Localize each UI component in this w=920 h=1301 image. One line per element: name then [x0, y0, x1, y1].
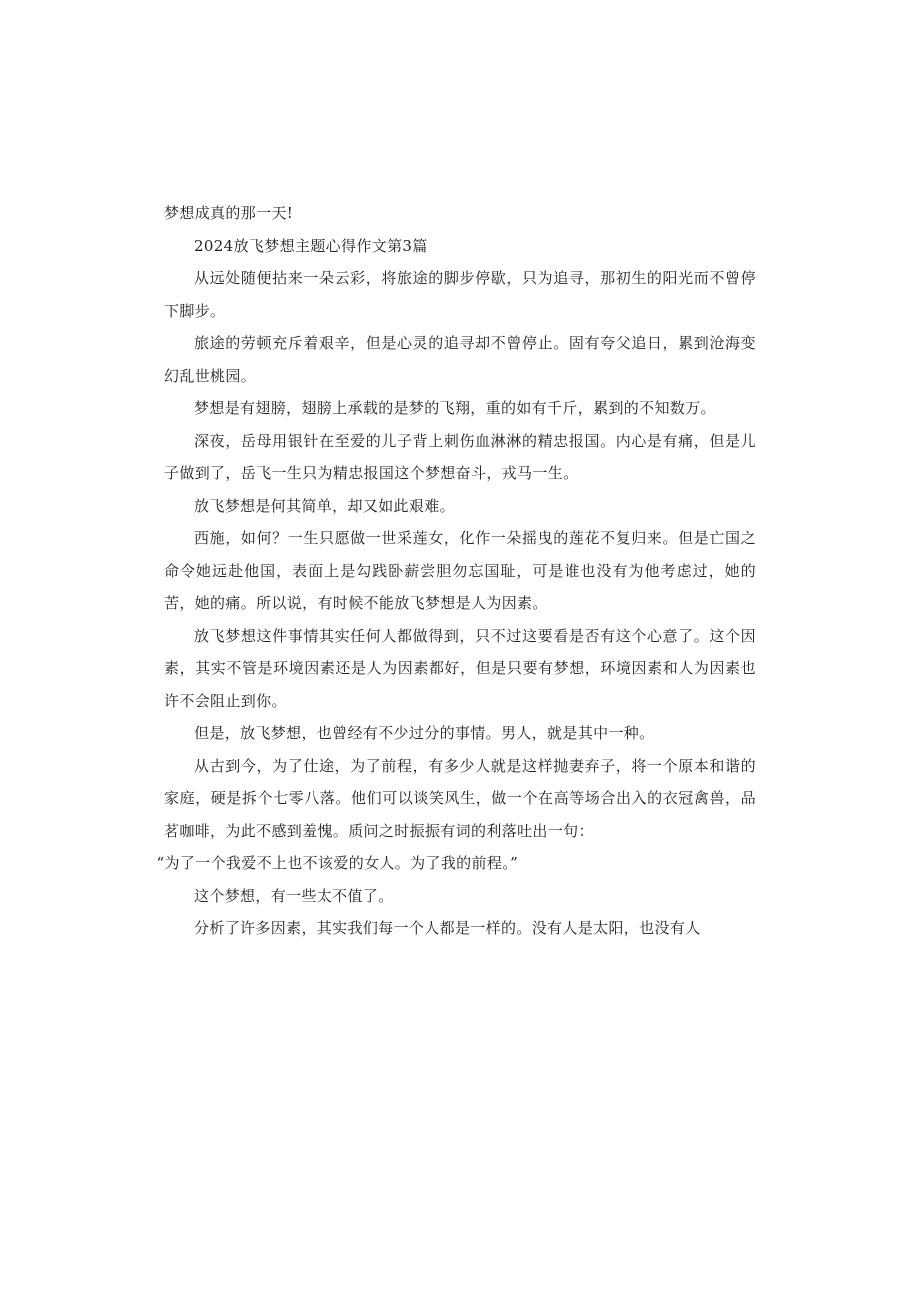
paragraph: 但是，放飞梦想，也曾经有不少过分的事情。男人，就是其中一种。: [194, 724, 655, 742]
section-title: 2024放飞梦想主题心得作文第3篇: [194, 236, 428, 255]
paragraph: 分析了许多因素，其实我们每一个人都是一样的。没有人是太阳，也没有人: [194, 919, 701, 937]
paragraph: 放飞梦想这件事情其实任何人都做得到，只不过这要看是否有这个心意了。这个因素，其实不管是环境因素还是人为因素都好，但是只要有梦想，环境因素和人为因素也许不会阻止到你。: [164, 626, 756, 710]
quote-line: “为了一个我爱不上也不该爱的女人。为了我的前程。”: [156, 854, 519, 872]
paragraph: 旅途的劳顿充斥着艰辛，但是心灵的追寻却不曾停止。固有夸父追日，累到沧海变幻乱世桃园。: [164, 334, 756, 385]
paragraph: 从远处随便拈来一朵云彩，将旅途的脚步停歇，只为追寻，那初生的阳光而不曾停下脚步。: [164, 269, 756, 320]
paragraph: 从古到今，为了仕途，为了前程，有多少人就是这样抛妻弃子，将一个原本和谐的家庭，硬是拆个七零八落。他们可以谈笑风生，做一个在高等场合出入的衣冠禽兽，品茗咖啡，为此不感到羞愧。质问之时振振有词的利落吐出一句：: [164, 756, 756, 840]
paragraph: 梦想是有翅膀，翅膀上承载的是梦的飞翔，重的如有千斤，累到的不知数万。: [194, 399, 716, 417]
document-body: [156, 197, 756, 945]
paragraph: 深夜，岳母用银针在至爱的儿子背上刺伤血淋淋的精忠报国。内心是有痛，但是儿子做到了，岳飞一生只为精忠报国这个梦想奋斗，戎马一生。: [164, 431, 756, 482]
paragraph: 西施，如何？一生只愿做一世采莲女，化作一朵摇曳的莲花不复归来。但是亡国之命令她远赴他国，表面上是勾践卧薪尝胆勿忘国耻，可是谁也没有为他考虑过，她的苦，她的痛。所以说，有时候不能放飞梦想是人为因素。: [164, 529, 756, 612]
lead-line: 梦想成真的那一天!: [164, 204, 294, 222]
paragraph: 放飞梦想是何其简单，却又如此艰难。: [194, 496, 455, 515]
paragraph: 这个梦想，有一些太不值了。: [194, 886, 394, 905]
